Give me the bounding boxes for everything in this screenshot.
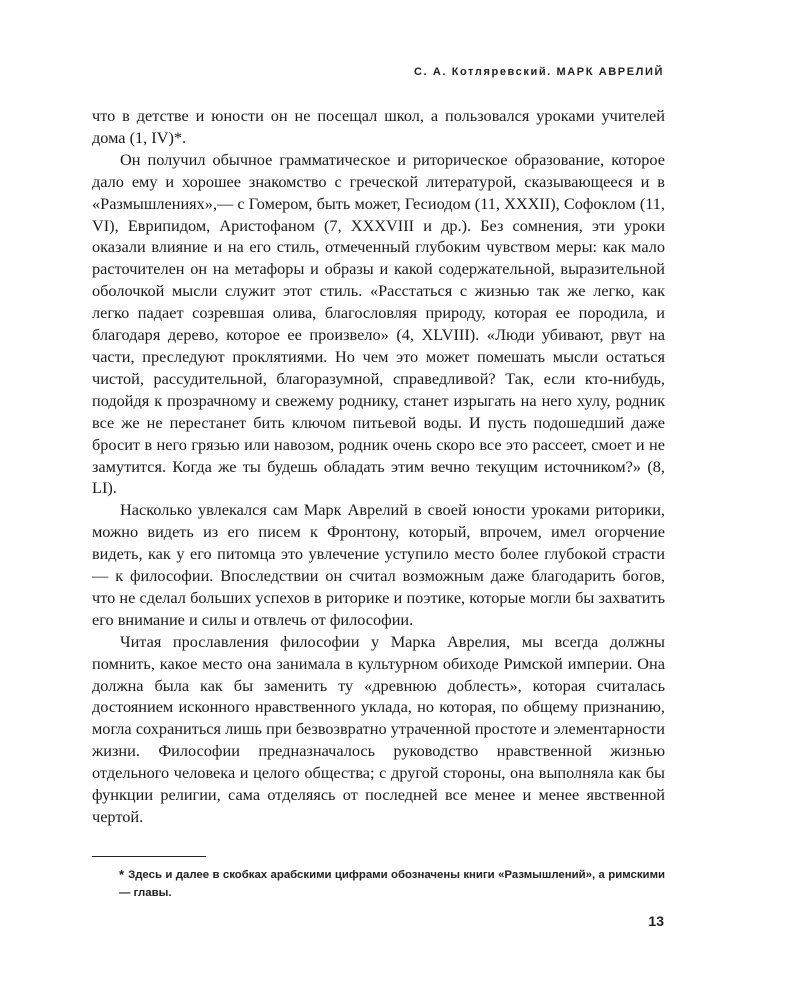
paragraph: Читая прославления философии у Марка Аврелия, мы всегда должны помнить, какое место она занимала в культурном обиходе Римской империи. Она должна была как бы заменить ту «древнюю доблесть», которая считалась достоянием исконного нравственного уклада, но которая, по общему признанию, могла сохраниться лишь при безвозвратно утраченной простоте и элементарности жизни. Философии предназначалось руководство нравственной жизнью отдельного человека и целого общества; с другой стороны, она выполняла как бы функции религии, сама отделяясь от последней все менее и менее явственной чертой.: [92, 631, 665, 826]
paragraph: Насколько увлекался сам Марк Аврелий в своей юности уроками риторики, можно видеть из его писем к Фронтону, который, впрочем, имел огорчение видеть, как у его питомца это увлечение уступило место более глубокой страсти — к философии. Впоследствии он считал возможным даже благодарить богов, что не сделал больших успехов в риторике и поэтике, которые могли бы захватить его внимание и силы и отвлечь от философии.: [92, 500, 665, 629]
footnote-divider: [92, 856, 206, 857]
footnote: [119, 865, 665, 902]
main-text: [92, 105, 665, 828]
footnote-marker: *: [119, 867, 125, 882]
footnote-text: Здесь и далее в скобках арабскими цифрами обозначены книги «Размышлений», а римскими — главы.: [119, 869, 665, 899]
paragraph-continued: что в детстве и юности он не посещал школ, а пользовался уроками учителей дома (1, IV)*.: [92, 106, 665, 147]
page-number: 13: [648, 913, 664, 929]
running-head: С. А. Котляревский. МАРК АВРЕЛИЙ: [413, 66, 664, 78]
paragraph: Он получил обычное грамматическое и риторическое образование, которое дало ему и хорошее знакомство с греческой литературой, сказывающееся и в «Размышлениях»,— с Гомером, быть может, Гесиодом (11, XXXII), Софоклом (11, VI), Еврипидом, Аристофаном (7, XXXVIII и др.). Без сомнения, эти уроки оказали влияние и на его стиль, отмеченный глубоким чувством меры: как мало расточителен он на метафоры и образы и какой содержательной, выразительной оболочкой мысли служит этот стиль. «Расстаться с жизнью так же легко, как легко падает созревшая олива, благословляя природу, которая ее породила, и благодаря дерево, которое ее произвело» (4, XLVIII). «Люди убивают, рвут на части, преследуют проклятиями. Но чем это может помешать мысли остаться чистой, рассудительной, благоразумной, справедливой? Так, если кто-нибудь, подойдя к прозрачному и свежему роднику, станет изрыгать на него хулу, родник все же не перестанет бить ключом питьевой воды. И пусть подошедший даже бросит в него грязью или навозом, родник очень скоро все это рассеет, смоет и не замутится. Когда же ты будешь обладать этим вечно текущим источником?» (8, LI).: [92, 149, 665, 498]
